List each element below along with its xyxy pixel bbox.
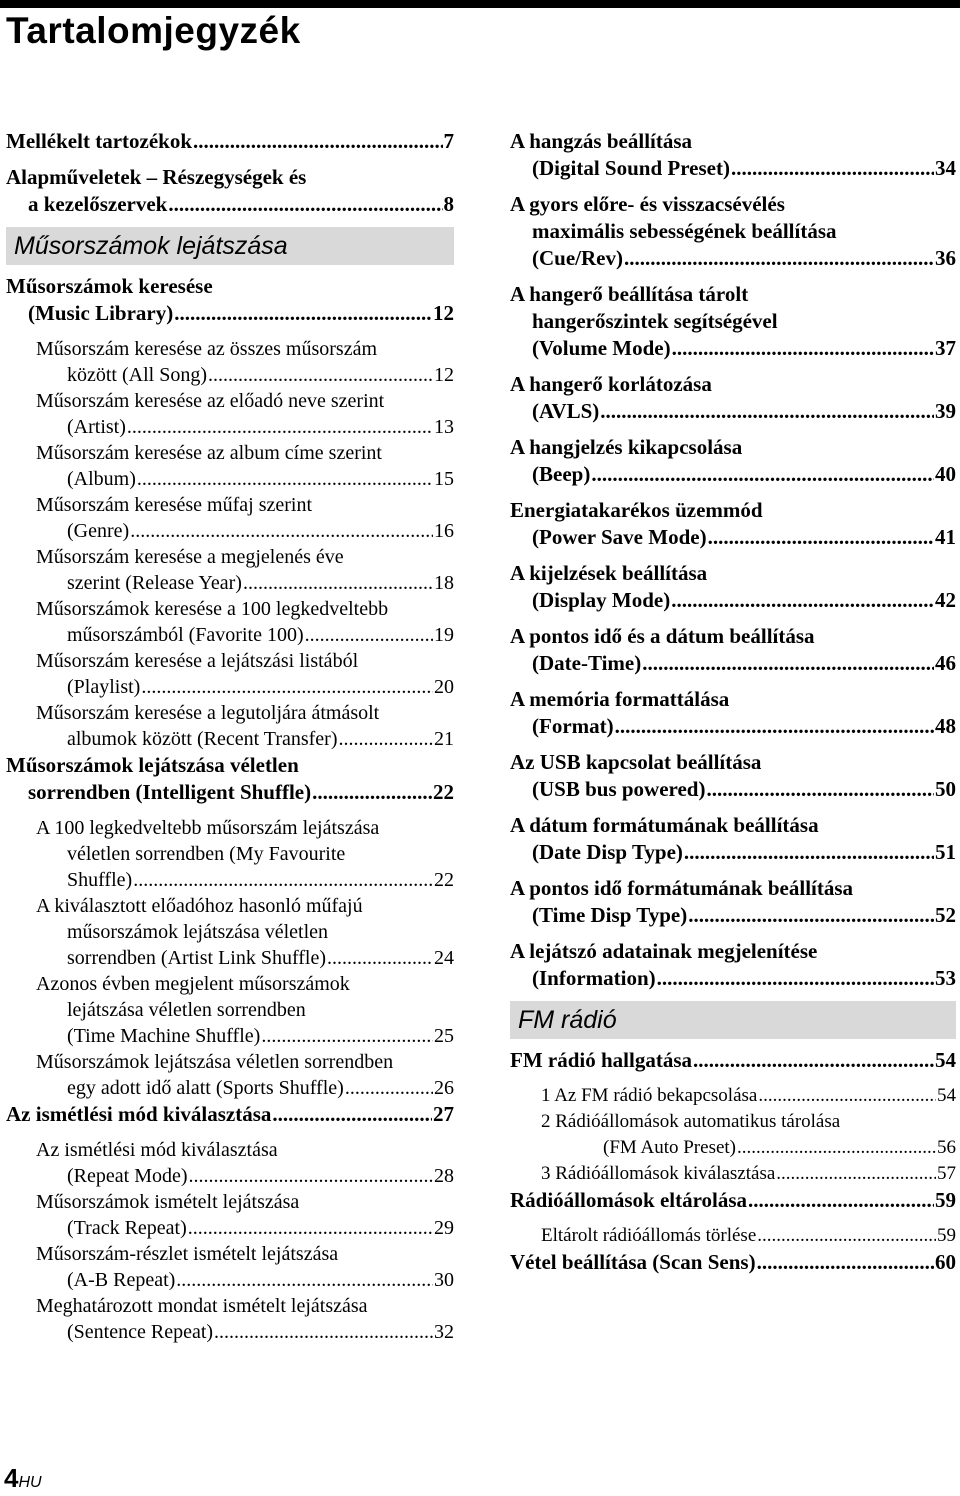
toc-page-number: 12: [434, 364, 454, 386]
section-heading: Műsorszámok lejátszása: [6, 227, 454, 265]
toc-entry-text: albumok között (Recent Transfer): [67, 728, 338, 750]
toc-page-number: 48: [935, 714, 956, 738]
toc-entry-text: (Artist): [67, 416, 126, 438]
toc-page-number: 36: [935, 246, 956, 270]
toc-entry-text: (A-B Repeat): [67, 1269, 176, 1291]
toc-entry[interactable]: [6, 128, 454, 155]
toc-entry-text: Alapműveletek – Részegységek és: [6, 165, 307, 189]
toc-page-number: 51: [935, 840, 956, 864]
dot-leader: [615, 713, 934, 740]
toc-entry-text: 3 Rádióállomások kiválasztása: [541, 1163, 776, 1184]
toc-entry-text: (Format): [532, 714, 614, 738]
toc-entry[interactable]: [510, 1083, 956, 1109]
toc-entry-text: (Track Repeat): [67, 1217, 187, 1239]
toc-page-number: 12: [433, 301, 454, 325]
toc-entry-text: (Date Disp Type): [532, 840, 683, 864]
toc-entry-text: Mellékelt tartozékok: [6, 129, 193, 153]
dot-leader: [671, 587, 934, 614]
dot-leader: [757, 1223, 936, 1249]
toc-page-number: 18: [434, 572, 454, 594]
toc-entry[interactable]: [6, 544, 454, 596]
toc-entry[interactable]: [510, 371, 956, 425]
toc-entry-text: (Repeat Mode): [67, 1165, 188, 1187]
dot-leader: [312, 779, 432, 806]
toc-page-number: 13: [434, 416, 454, 438]
toc-page-number: 24: [434, 947, 454, 969]
toc-entry[interactable]: [6, 273, 454, 327]
footer-page-number: 4: [4, 1463, 19, 1493]
toc-page-number: 57: [937, 1163, 956, 1184]
toc-entry-text: műsorszámok lejátszása véletlen: [67, 921, 329, 943]
toc-entry[interactable]: [510, 1109, 956, 1161]
toc-page-number: 40: [935, 462, 956, 486]
dot-leader: [706, 776, 934, 803]
toc-entry-text: 2 Rádióállomások automatikus tárolása: [541, 1111, 841, 1132]
toc-entry[interactable]: [6, 440, 454, 492]
dot-leader: [327, 945, 433, 971]
toc-entry[interactable]: [6, 1189, 454, 1241]
toc-page-number: 39: [935, 399, 956, 423]
toc-entry-text: szerint (Release Year): [67, 572, 242, 594]
toc-entry-text: (Volume Mode): [532, 336, 671, 360]
toc-entry-text: A hangerő korlátozása: [510, 372, 712, 396]
toc-page-number: 15: [434, 468, 454, 490]
toc-entry-text: Műsorszám keresése az előadó neve szerint: [36, 390, 385, 412]
toc-page-number: 34: [935, 156, 956, 180]
dot-leader: [591, 461, 934, 488]
toc-entry[interactable]: [510, 1161, 956, 1187]
dot-leader: [130, 518, 433, 544]
toc-entry[interactable]: [6, 1241, 454, 1293]
toc-entry[interactable]: [6, 1137, 454, 1189]
dot-leader: [693, 1047, 934, 1074]
toc-right-column: [510, 128, 956, 1285]
toc-entry[interactable]: [510, 1047, 956, 1074]
dot-leader: [127, 414, 433, 440]
toc-page-number: 46: [935, 651, 956, 675]
toc-page-number: 54: [935, 1048, 956, 1072]
toc-entry-text: (Album): [67, 468, 136, 490]
toc-page-number: 59: [937, 1225, 956, 1246]
toc-entry-text: sorrendben (Intelligent Shuffle): [28, 780, 312, 804]
toc-entry-text: A lejátszó adatainak megjelenítése: [510, 939, 818, 963]
dot-leader: [642, 650, 934, 677]
toc-entry-text: A 100 legkedveltebb műsorszám lejátszása: [36, 817, 380, 839]
toc-page-number: 25: [434, 1025, 454, 1047]
dot-leader: [345, 1075, 433, 1101]
dot-leader: [657, 965, 934, 992]
toc-entry-text: (Date-Time): [532, 651, 642, 675]
toc-entry[interactable]: [6, 164, 454, 218]
dot-leader: [758, 1083, 936, 1109]
toc-page-number: 16: [434, 520, 454, 542]
toc-page-number: 28: [434, 1165, 454, 1187]
toc-entry-text: FM rádió hallgatása: [510, 1048, 692, 1072]
toc-entry-text: Eltárolt rádióállomás törlése: [541, 1225, 757, 1246]
toc-entry[interactable]: [510, 938, 956, 992]
toc-entry-text: lejátszása véletlen sorrendben: [67, 999, 306, 1021]
toc-entry-text: Vétel beállítása (Scan Sens): [510, 1250, 756, 1274]
toc-entry-text: véletlen sorrendben (My Favourite: [67, 843, 346, 865]
toc-entry[interactable]: [510, 434, 956, 488]
toc-entry-text: (Genre): [67, 520, 130, 542]
dot-leader: [193, 128, 442, 155]
toc-page-number: 53: [935, 966, 956, 990]
toc-entry-text: Műsorszámok ismételt lejátszása: [36, 1191, 300, 1213]
toc-entry-text: A hangjelzés kikapcsolása: [510, 435, 743, 459]
toc-entry-text: (Display Mode): [532, 588, 671, 612]
toc-left-column: [6, 128, 454, 1345]
toc-entry-text: Műsorszám keresése a megjelenés éve: [36, 546, 344, 568]
toc-entry[interactable]: [510, 497, 956, 551]
toc-entry-text: Műsorszám keresése az album címe szerint: [36, 442, 382, 464]
toc-entry-text: Műsorszám keresése az összes műsorszám: [36, 338, 378, 360]
toc-entry-text: műsorszámból (Favorite 100): [67, 624, 304, 646]
dot-leader: [731, 155, 934, 182]
toc-entry-text: (Sentence Repeat): [67, 1321, 214, 1343]
toc-entry-text: A hangzás beállítása: [510, 129, 693, 153]
dot-leader: [208, 362, 433, 388]
toc-entry[interactable]: [510, 128, 956, 182]
toc-entry-text: Műsorszám-részlet ismételt lejátszása: [36, 1243, 339, 1265]
toc-entry[interactable]: [6, 1049, 454, 1101]
dot-leader: [168, 191, 442, 218]
toc-entry[interactable]: [6, 893, 454, 971]
toc-entry-text: A memória formattálása: [510, 687, 730, 711]
toc-entry[interactable]: [510, 1223, 956, 1249]
toc-entry-text: Meghatározott mondat ismételt lejátszása: [36, 1295, 368, 1317]
toc-entry-text: Műsorszám keresése a lejátszási listából: [36, 650, 359, 672]
toc-entry-text: (Beep): [532, 462, 591, 486]
toc-page-number: 60: [935, 1250, 956, 1274]
toc-entry-text: a kezelőszervek: [28, 192, 168, 216]
dot-leader: [688, 902, 934, 929]
toc-entry-text: (Cue/Rev): [532, 246, 623, 270]
toc-page-number: 7: [443, 129, 454, 153]
toc-page-number: 32: [434, 1321, 454, 1343]
toc-page-number: 19: [434, 624, 454, 646]
dot-leader: [176, 1267, 433, 1293]
dot-leader: [174, 300, 432, 327]
toc-page-number: 21: [434, 728, 454, 750]
toc-entry-text: (Information): [532, 966, 656, 990]
dot-leader: [624, 245, 934, 272]
toc-entry[interactable]: [510, 623, 956, 677]
toc-page-number: 59: [935, 1188, 956, 1212]
toc-entry-text: Műsorszám keresése a legutoljára átmásolt: [36, 702, 380, 724]
dot-leader: [261, 1023, 433, 1049]
toc-page-number: 22: [434, 869, 454, 891]
toc-page-number: 37: [935, 336, 956, 360]
toc-entry-text: Shuffle): [67, 869, 133, 891]
toc-entry-text: (AVLS): [532, 399, 600, 423]
toc-entry-text: hangerőszintek segítségével: [532, 309, 778, 333]
toc-entry-text: Energiatakarékos üzemmód: [510, 498, 763, 522]
toc-entry-text: Azonos évben megjelent műsorszámok: [36, 973, 350, 995]
toc-page-number: 26: [434, 1077, 454, 1099]
dot-leader: [137, 466, 433, 492]
dot-leader: [214, 1319, 433, 1345]
dot-leader: [243, 570, 433, 596]
toc-page-number: 20: [434, 676, 454, 698]
toc-entry-text: (Music Library): [28, 301, 174, 325]
toc-page-number: 27: [433, 1102, 454, 1126]
toc-entry-text: (Time Disp Type): [532, 903, 688, 927]
toc-page-number: 22: [433, 780, 454, 804]
toc-page-number: 54: [937, 1085, 956, 1106]
toc-entry-text: (FM Auto Preset): [603, 1137, 736, 1158]
toc-entry[interactable]: [510, 812, 956, 866]
dot-leader: [684, 839, 934, 866]
toc-entry-text: A pontos idő formátumának beállítása: [510, 876, 854, 900]
dot-leader: [272, 1101, 432, 1128]
toc-entry[interactable]: [6, 752, 454, 806]
toc-entry-text: A kijelzések beállítása: [510, 561, 708, 585]
dot-leader: [737, 1135, 936, 1161]
footer-language-code: HU: [18, 1474, 42, 1491]
toc-entry-text: (USB bus powered): [532, 777, 706, 801]
toc-entry[interactable]: [510, 1249, 956, 1276]
dot-leader: [305, 622, 433, 648]
section-heading: FM rádió: [510, 1001, 956, 1039]
dot-leader: [600, 398, 934, 425]
toc-entry[interactable]: [6, 971, 454, 1049]
toc-entry[interactable]: [6, 336, 454, 388]
toc-entry-text: Műsorszám keresése műfaj szerint: [36, 494, 313, 516]
toc-entry-text: (Power Save Mode): [532, 525, 707, 549]
toc-entry-text: 1 Az FM rádió bekapcsolása: [541, 1085, 758, 1106]
page-footer: [4, 1463, 42, 1494]
page-title: Tartalomjegyzék: [6, 10, 301, 51]
toc-entry[interactable]: [6, 1293, 454, 1345]
toc-entry[interactable]: [510, 560, 956, 614]
dot-leader: [339, 726, 434, 752]
toc-page-number: 50: [935, 777, 956, 801]
toc-entry-text: Az USB kapcsolat beállítása: [510, 750, 762, 774]
toc-entry[interactable]: [510, 281, 956, 362]
toc-entry-text: maximális sebességének beállítása: [532, 219, 837, 243]
toc-entry[interactable]: [6, 388, 454, 440]
dot-leader: [672, 335, 934, 362]
toc-entry[interactable]: [510, 686, 956, 740]
toc-entry-text: Az ismétlési mód kiválasztása: [36, 1139, 278, 1161]
toc-entry[interactable]: [510, 749, 956, 803]
toc-entry[interactable]: [6, 596, 454, 648]
toc-entry[interactable]: [510, 875, 956, 929]
toc-entry-text: Műsorszámok lejátszása véletlen sorrendben: [36, 1051, 394, 1073]
toc-entry-text: egy adott idő alatt (Sports Shuffle): [67, 1077, 344, 1099]
toc-entry[interactable]: [6, 815, 454, 893]
dot-leader: [141, 674, 433, 700]
toc-page-number: 56: [937, 1137, 956, 1158]
toc-page-number: 8: [443, 192, 454, 216]
toc-entry[interactable]: [510, 191, 956, 272]
dot-leader: [757, 1249, 934, 1276]
top-rule: [0, 0, 960, 8]
toc-page-number: 41: [935, 525, 956, 549]
toc-entry-text: között (All Song): [67, 364, 207, 386]
toc-entry[interactable]: [6, 700, 454, 752]
toc-entry-text: sorrendben (Artist Link Shuffle): [67, 947, 327, 969]
toc-entry-text: Műsorszámok keresése: [6, 274, 213, 298]
toc-entry-text: A pontos idő és a dátum beállítása: [510, 624, 815, 648]
dot-leader: [708, 524, 934, 551]
dot-leader: [748, 1187, 934, 1214]
toc-entry-text: Műsorszámok keresése a 100 legkedveltebb: [36, 598, 389, 620]
toc-entry[interactable]: [510, 1187, 956, 1214]
toc-entry-text: Műsorszámok lejátszása véletlen: [6, 753, 299, 777]
toc-page-number: 29: [434, 1217, 454, 1239]
dot-leader: [188, 1215, 433, 1241]
toc-entry[interactable]: [6, 1101, 454, 1128]
toc-entry-text: A kiválasztott előadóhoz hasonló műfajú: [36, 895, 363, 917]
toc-page-number: 42: [935, 588, 956, 612]
toc-entry-text: (Playlist): [67, 676, 141, 698]
toc-entry-text: (Digital Sound Preset): [532, 156, 730, 180]
dot-leader: [133, 867, 433, 893]
dot-leader: [189, 1163, 433, 1189]
toc-entry-text: A hangerő beállítása tárolt: [510, 282, 749, 306]
dot-leader: [776, 1161, 936, 1187]
toc-entry-text: A gyors előre- és visszacsévélés: [510, 192, 785, 216]
toc-entry-text: Rádióállomások eltárolása: [510, 1188, 748, 1212]
toc-page-number: 30: [434, 1269, 454, 1291]
toc-entry[interactable]: [6, 648, 454, 700]
toc-entry-text: Az ismétlési mód kiválasztása: [6, 1102, 272, 1126]
toc-entry[interactable]: [6, 492, 454, 544]
toc-entry-text: (Time Machine Shuffle): [67, 1025, 261, 1047]
toc-page-number: 52: [935, 903, 956, 927]
toc-entry-text: A dátum formátumának beállítása: [510, 813, 819, 837]
